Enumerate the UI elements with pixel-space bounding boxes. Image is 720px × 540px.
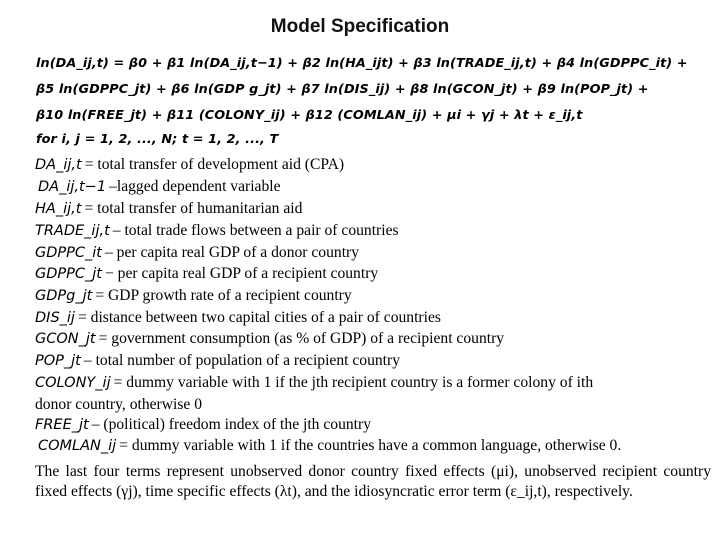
definition-symbol: GDPPC_it [35, 245, 102, 261]
equation-line-4: for i, j = 1, 2, ..., N; t = 1, 2, ..., T [36, 132, 279, 147]
definition-symbol: FREE_jt [35, 417, 89, 433]
definition-colony-cont [35, 396, 715, 414]
definition-symbol: TRADE_ij,t [35, 223, 110, 239]
definition-symbol: COLONY_ij [35, 375, 111, 391]
definition-free [35, 416, 715, 434]
equation-line-2: β5 ln(GDPPC_jt) + β6 ln(GDP g_jt) + β7 ln(DIS_ij) + β8 ln(GCON_jt) + β9 ln(POP_jt) + [36, 82, 649, 97]
definition-da-lag [38, 178, 718, 196]
explanatory-paragraph: The last four terms represent unobserved donor country fixed effects (μi), unobserved recipient country fixed effects (γj), time specific effects (λt), and the idiosyncratic error term (ε_ij,t), respectively. [35, 463, 711, 500]
definition-symbol: DIS_ij [35, 310, 75, 326]
definition-trade [35, 222, 715, 240]
definition-text: = distance between two capital cities of a pair of countries [77, 309, 441, 326]
definition-text: − per capita real GDP of a recipient country [104, 265, 379, 282]
definition-symbol: DA_ij,t−1 [38, 179, 107, 195]
definition-gdppc-recipient [35, 265, 715, 283]
definition-text: = dummy variable with 1 if the jth recipient country is a former colony of ith [113, 374, 594, 391]
definition-symbol: HA_ij,t [35, 201, 82, 217]
definition-symbol: GDPg_jt [35, 288, 93, 304]
definition-text: donor country, otherwise 0 [35, 396, 203, 413]
definition-symbol: GDPPC_jt [35, 266, 102, 282]
definition-text: – per capita real GDP of a donor country [104, 244, 360, 261]
equation-line-3: β10 ln(FREE_jt) + β11 (COLONY_ij) + β12 (COMLAN_ij) + μi + γj + λt + ε_ij,t [36, 108, 583, 123]
definition-comlan [38, 437, 718, 455]
definition-text: = dummy variable with 1 if the countries have a common language, otherwise 0. [119, 437, 622, 454]
definition-text: = GDP growth rate of a recipient country [95, 287, 352, 304]
definition-symbol: DA_ij,t [35, 157, 82, 173]
equation-line-1: ln(DA_ij,t) = β0 + β1 ln(DA_ij,t−1) + β2 ln(HA_ijt) + β3 ln(TRADE_ij,t) + β4 ln(GDPPC_it) + [36, 56, 688, 71]
definition-text: = total transfer of humanitarian aid [84, 200, 303, 217]
definition-symbol: POP_jt [35, 353, 81, 369]
definition-gcon [35, 330, 715, 348]
definition-colony [35, 374, 715, 392]
definition-text: = government consumption (as % of GDP) of a recipient country [98, 330, 505, 347]
page-title: Model Specification [270, 16, 450, 37]
definition-da [35, 156, 715, 174]
definition-ha [35, 200, 715, 218]
definition-distance [35, 309, 715, 327]
definition-symbol: COMLAN_ij [38, 438, 117, 454]
definition-symbol: GCON_jt [35, 331, 96, 347]
definition-text: = total transfer of development aid (CPA) [84, 156, 345, 173]
definition-text: – (political) freedom index of the jth country [91, 416, 372, 433]
definition-text: –lagged dependent variable [109, 178, 281, 195]
definition-text: – total trade flows between a pair of countries [112, 222, 399, 239]
definition-text: – total number of population of a recipient country [83, 352, 400, 369]
definition-gdppc-donor [35, 244, 715, 262]
definition-pop [35, 352, 715, 370]
definition-gdp-growth [35, 287, 715, 305]
